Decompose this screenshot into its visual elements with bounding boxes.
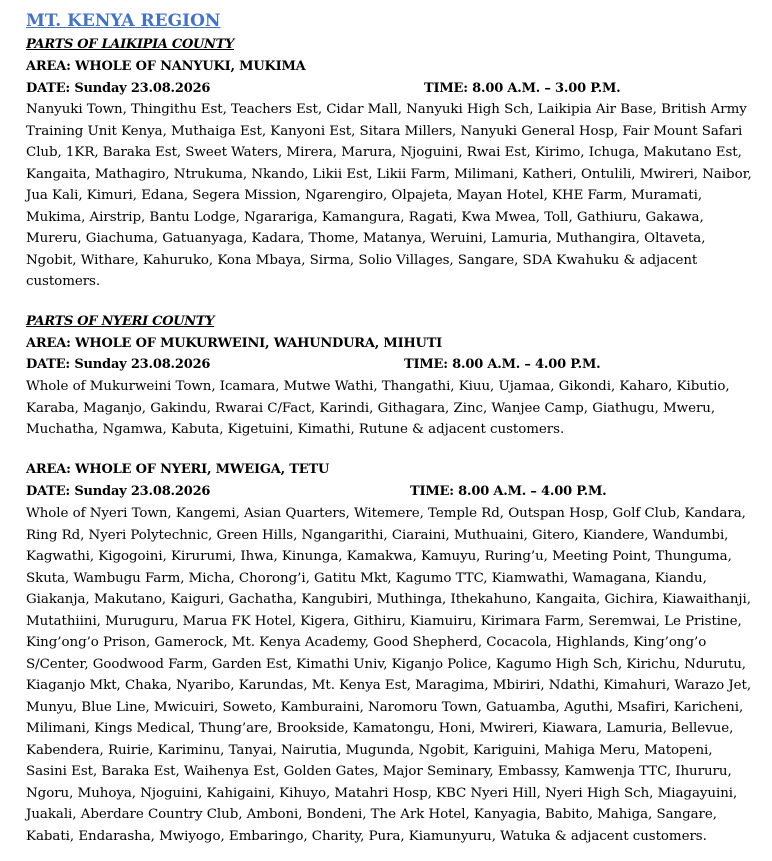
- places-nyeri-town: Whole of Nyeri Town, Kangemi, Asian Quarters, Witemere, Temple Rd, Outspan Hosp, Golf Club, Kandara, Ring Rd, Nyeri Polytechnic, Green Hills, Ngangarithi, Ciaraini, Muthuaini, Gitero, Kiandere, Wandumbi, Kagwathi, Kigogoini, Kirurumi, Ihwa, Kinunga, Kamakwa, Kamuyu, Ruring’u, Meeting Point, Thunguma, Skuta, Wambugu Farm, Micha, Chorong’i, Gatitu Mkt, Kagumo TTC, Kiamwathi, Wamagana, Kiandu, Giakanja, Makutano, Kaiguri, Gachatha, Kangubiri, Muthinga, Ithekahuno, Kangaita, Gichira, Kiawaithanji, Mutathiini, Muruguru, Marua FK Hotel, Kigera, Githiru, Kiamuiru, Kirimara Farm, Seremwai, Le Pristine, King’ong’o Prison, Gamerock, Mt. Kenya Academy, Good Shepherd, Cocacola, Highlands, King’ong’o S/Center, Goodwood Farm, Garden Est, Kimathi Univ, Kiganjo Police, Kagumo High Sch, Kirichu, Ndurutu, Kiaganjo Mkt, Chaka, Nyaribo, Karundas, Mt. Kenya Est, Maragima, Mbiriri, Ndathi, Kimahuri, Warazo Jet, Munyu, Blue Line, Mwicuiri, Soweto, Kamburaini, Naromoru Town, Gatuamba, Aguthi, Msafiri, Karicheni, Milimani, Kings Medical, Thung’are, Brookside, Kamatongu, Honi, Mwireri, Kiawara, Lamuria, Bellevue, Kabendera, Ruirie, Kariminu, Tanyai, Nairutia, Mugunda, Ngobit, Kariguini, Mahiga Meru, Matopeni, Sasini Est, Baraka Est, Waihenya Est, Golden Gates, Major Seminary, Embassy, Kamwenja TTC, Ihururu, Ngoru, Muhoya, Njoguini, Kahigaini, Kihuyo, Matahri Hosp, KBC Nyeri Hill, Nyeri High Sch, Miagayuini, Juakali, Aberdare Country Club, Amboni, Bondeni, The Ark Hotel, Kanyagia, Babito, Mahiga, Sangare, Kabati, Endarasha, Mwiyogo, Embaringo, Charity, Pura, Kiamunyuru, Watuka & adjacent customers.: [26, 506, 752, 844]
- area-heading-nyeri-town: AREA: WHOLE OF NYERI, MWEIGA, TETU: [26, 462, 330, 477]
- county-heading-laikipia: PARTS OF LAIKIPIA COUNTY: [26, 37, 234, 52]
- date-nyeri-town: DATE: Sunday 23.08.2026: [26, 484, 211, 499]
- area-heading-mukurweini: AREA: WHOLE OF MUKURWEINI, WAHUNDURA, MIHUTI: [26, 336, 443, 351]
- date-mukurweini: DATE: Sunday 23.08.2026: [26, 357, 211, 372]
- time-mukurweini: TIME: 8.00 A.M. – 4.00 P.M.: [404, 357, 601, 372]
- county-heading-nyeri: PARTS OF NYERI COUNTY: [26, 314, 215, 329]
- time-nanyuki: TIME: 8.00 A.M. – 3.00 P.M.: [424, 81, 621, 96]
- area-heading-nanyuki: AREA: WHOLE OF NANYUKI, MUKIMA: [26, 59, 306, 74]
- time-nyeri-town: TIME: 8.00 A.M. – 4.00 P.M.: [410, 484, 607, 499]
- region-title: MT. KENYA REGION: [26, 11, 221, 31]
- places-nanyuki: Nanyuki Town, Thingithu Est, Teachers Est, Cidar Mall, Nanyuki High Sch, Laikipia Air Base, British Army Training Unit Kenya, Muthaiga Est, Kanyoni Est, Sitara Millers, Nanyuki General Hosp, Fair Mount Safari Club, 1KR, Baraka Est, Sweet Waters, Mirera, Marura, Njoguini, Rwai Est, Kirimo, Ichuga, Makutano Est, Kangaita, Mathagiro, Ntrukuma, Nkando, Likii Est, Likii Farm, Milimani, Katheri, Ontulili, Mwireri, Naibor, Jua Kali, Kimuri, Edana, Segera Mission, Ngarengiro, Olpajeta, Mayan Hotel, KHE Farm, Muramati, Mukima, Airstrip, Bantu Lodge, Ngarariga, Kamangura, Ragati, Kwa Mwea, Toll, Gathiuru, Gakawa, Mureru, Giachuma, Gatuanyaga, Kadara, Thome, Matanya, Weruini, Lamuria, Muthangira, Oltaveta, Ngobit, Withare, Kahuruko, Kona Mbaya, Sirma, Solio Villages, Sangare, SDA Kwahuku & adjacent customers.: [26, 102, 752, 289]
- places-mukurweini: Whole of Mukurweini Town, Icamara, Mutwe Wathi, Thangathi, Kiuu, Ujamaa, Gikondi, Kaharo, Kibutio, Karaba, Maganjo, Gakindu, Rwarai C/Fact, Karindi, Githagara, Zinc, Wanjee Camp, Giathugu, Mweru, Muchatha, Ngamwa, Kabuta, Kigetuini, Kimathi, Rutune & adjacent customers.: [26, 379, 730, 437]
- date-nanyuki: DATE: Sunday 23.08.2026: [26, 81, 211, 96]
